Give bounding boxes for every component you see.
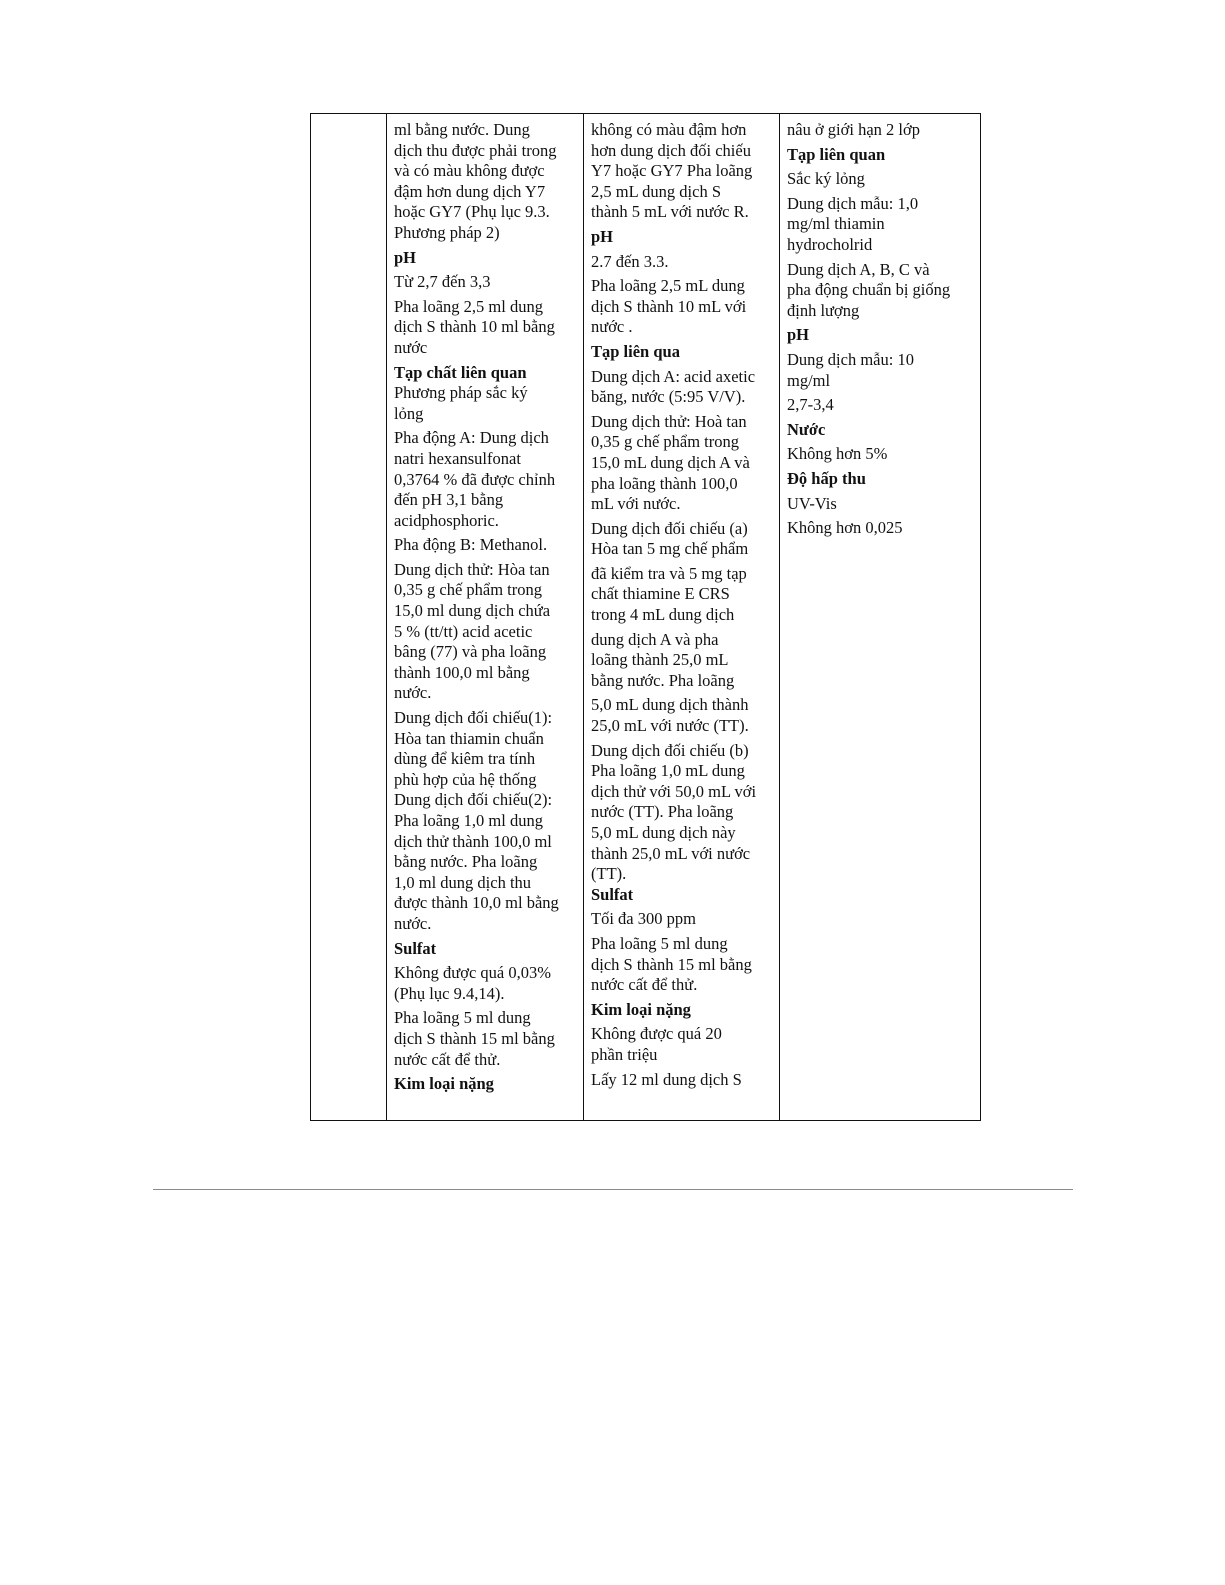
section-heading: pH <box>787 325 810 345</box>
text-line: Pha loãng 1,0 ml dung <box>394 811 543 830</box>
text-line: Dung dịch thử: Hòa tan <box>394 559 550 579</box>
text-line: Phương pháp 2) <box>394 222 500 242</box>
text-line: dùng để kiêm tra tính <box>394 749 536 769</box>
text-line: 5,0 mL dung dịch thành <box>591 695 749 715</box>
text-line: dịch S thành 15 ml bằng <box>591 954 752 974</box>
text-line: ml bằng nước. Dung <box>394 120 530 139</box>
text-line: hơn dung dịch đối chiếu <box>591 140 751 160</box>
text-line: Tối đa 300 ppm <box>591 909 696 929</box>
text-line: nâu ở giới hạn 2 lớp <box>787 120 920 139</box>
text-line: thành 5 mL với nước R. <box>591 202 749 222</box>
text-line: và có màu không được <box>394 161 545 181</box>
text-line: Y7 hoặc GY7 Pha loãng <box>591 161 753 181</box>
text-line: Dung dịch đối chiếu(2): <box>394 790 553 810</box>
text-line: Hòa tan thiamin chuẩn <box>394 728 544 748</box>
text-line: dịch thu được phải trong <box>394 140 557 160</box>
text-line: Pha loãng 5 ml dung <box>394 1008 531 1028</box>
text-line: 5,0 mL dung dịch này <box>591 823 736 842</box>
text-line: (TT). <box>591 864 627 884</box>
section-heading: Tạp chất liên quan <box>394 362 527 382</box>
text-line: Dung dịch mẫu: 1,0 <box>787 193 919 213</box>
text-line: 15,0 ml dung dịch chứa <box>394 601 551 621</box>
text-line: dịch S thành 15 ml bằng <box>394 1028 555 1048</box>
text-line: 1,0 ml dung dịch thu <box>394 872 532 892</box>
text-line: 15,0 mL dung dịch A và <box>591 452 750 472</box>
text-line: thành 25,0 mL với nước <box>591 843 751 863</box>
text-line: Không hơn 0,025 <box>787 518 903 538</box>
section-heading: pH <box>591 226 614 246</box>
table-cell-col-1 <box>311 114 387 1121</box>
text-line: Pha động B: Methanol. <box>394 535 548 555</box>
section-heading: pH <box>394 247 417 267</box>
spec-table <box>310 113 981 1121</box>
text-line: mg/ml <box>787 370 831 390</box>
text-line: loãng thành 25,0 mL <box>591 650 729 670</box>
text-line: mg/ml thiamin <box>787 214 885 234</box>
text-line: Dung dịch A: acid axetic <box>591 366 756 386</box>
text-line: dịch S thành 10 mL với <box>591 296 747 316</box>
text-line: 2,5 mL dung dịch S <box>591 181 722 201</box>
text-line: bâng (77) và pha loãng <box>394 642 547 662</box>
text-line: Không hơn 5% <box>787 444 888 464</box>
section-heading: Sulfat <box>591 884 634 904</box>
text-line: phần triệu <box>591 1044 658 1064</box>
text-line: Dung dịch đối chiếu (a) <box>591 518 748 538</box>
text-line: nước. <box>394 913 432 933</box>
section-heading: Tạp liên quan <box>787 144 886 164</box>
section-heading: Nước <box>787 419 826 439</box>
text-line: Không được quá 20 <box>591 1024 722 1044</box>
section-heading: Sulfat <box>394 938 437 958</box>
text-line: Pha loãng 1,0 mL dung <box>591 761 745 781</box>
text-line: Pha động A: Dung dịch <box>394 428 549 448</box>
section-heading: Độ hấp thu <box>787 468 866 488</box>
text-line: bằng nước. Pha loãng <box>394 852 538 872</box>
text-line: dịch thử thành 100,0 ml <box>394 831 552 851</box>
text-line: Dung dịch mẫu: 10 <box>787 349 914 369</box>
text-line: nước cất để thử. <box>591 975 698 995</box>
text-line: Dung dịch A, B, C và <box>787 259 930 279</box>
text-line: nước (TT). Pha loãng <box>591 802 734 822</box>
text-line: nước cất để thử. <box>394 1049 501 1069</box>
table-cell-col-4 <box>780 114 981 1121</box>
text-line: nước . <box>591 317 633 337</box>
text-line: Pha loãng 2,5 ml dung <box>394 296 543 316</box>
text-line: 0,3764 % đã được chỉnh <box>394 469 556 489</box>
text-line: phù hợp của hệ thống <box>394 769 537 789</box>
text-line: được thành 10,0 ml bằng <box>394 893 559 913</box>
text-line: 25,0 mL với nước (TT). <box>591 716 749 736</box>
text-line: UV-Vis <box>787 493 837 513</box>
table-cell-col-3 <box>584 114 780 1121</box>
text-line: acidphosphoric. <box>394 510 499 530</box>
text-line: Hòa tan 5 mg chế phẩm <box>591 539 749 559</box>
text-line: Dung dịch đối chiếu(1): <box>394 708 553 728</box>
text-line: Pha loãng 2,5 mL dung <box>591 276 745 296</box>
text-line: dung dịch A và pha <box>591 629 719 649</box>
text-line: trong 4 mL dung dịch <box>591 605 735 625</box>
text-line: Lấy 12 ml dung dịch S <box>591 1069 742 1089</box>
text-line: bằng nước. Pha loãng <box>591 670 735 690</box>
text-line: 2.7 đến 3.3. <box>591 251 669 271</box>
text-line: hoặc GY7 (Phụ lục 9.3. <box>394 202 550 222</box>
text-line: không có màu đậm hơn <box>591 120 747 139</box>
text-line: chất thiamine E CRS <box>591 584 730 604</box>
section-heading: Kim loại nặng <box>394 1074 494 1094</box>
text-line: Không được quá 0,03% <box>394 963 551 983</box>
text-line: băng, nước (5:95 V/V). <box>591 387 746 407</box>
text-line: mL với nước. <box>591 494 681 514</box>
text-line: natri hexansulfonat <box>394 448 521 468</box>
text-line: định lượng <box>787 300 860 320</box>
text-line: đã kiểm tra và 5 mg tạp <box>591 563 747 583</box>
text-line: nước <box>394 337 428 357</box>
text-line: Dung dịch thử: Hoà tan <box>591 411 747 431</box>
text-line: pha động chuẩn bị giống <box>787 280 951 300</box>
text-line: 0,35 g chế phẩm trong <box>394 580 543 600</box>
text-line: thành 100,0 ml bằng <box>394 662 530 682</box>
text-line: Dung dịch đối chiếu (b) <box>591 740 749 760</box>
text-line: lỏng <box>394 403 424 423</box>
text-line: đến pH 3,1 bằng <box>394 490 504 510</box>
text-line: Pha loãng 5 ml dung <box>591 933 728 953</box>
text-line: hydrocholrid <box>787 234 873 254</box>
text-line: 5 % (tt/tt) acid acetic <box>394 621 533 641</box>
text-line: (Phụ lục 9.4,14). <box>394 983 505 1003</box>
text-line: dịch thử với 50,0 mL với <box>591 781 757 801</box>
page-divider <box>153 1189 1073 1190</box>
table-cell-col-2 <box>387 114 584 1121</box>
text-line: pha loãng thành 100,0 <box>591 473 738 493</box>
text-line: dịch S thành 10 ml bằng <box>394 317 555 337</box>
text-line: 0,35 g chế phẩm trong <box>591 432 740 452</box>
table-row <box>311 114 981 1121</box>
section-heading: Tạp liên qua <box>591 341 680 361</box>
text-line: Từ 2,7 đến 3,3 <box>394 272 491 292</box>
text-line: 2,7-3,4 <box>787 395 834 415</box>
text-line: nước. <box>394 683 432 703</box>
section-heading: Kim loại nặng <box>591 999 691 1019</box>
text-line: đậm hơn dung dịch Y7 <box>394 181 546 201</box>
text-line: Sắc ký lỏng <box>787 169 865 189</box>
text-line: Phương pháp sắc ký <box>394 383 528 403</box>
